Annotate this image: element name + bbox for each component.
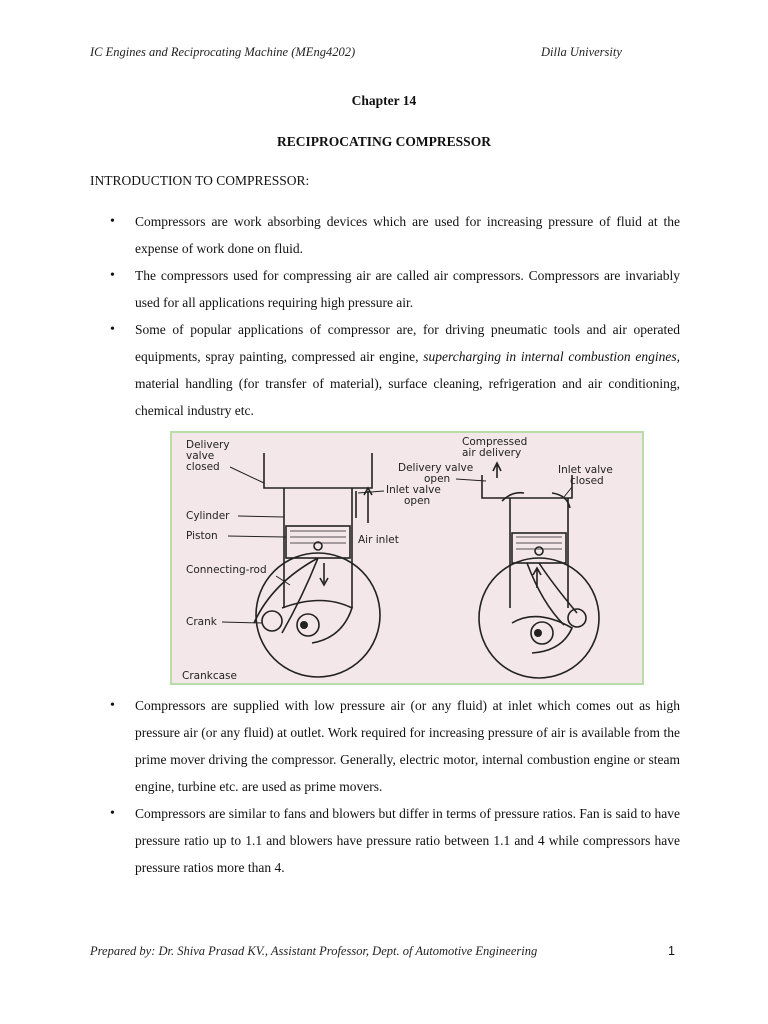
bullet-list-bottom bbox=[110, 692, 680, 881]
compressor-diagram-svg bbox=[172, 433, 642, 683]
section-title: RECIPROCATING COMPRESSOR bbox=[277, 134, 491, 149]
intro-heading: INTRODUCTION TO COMPRESSOR: bbox=[90, 173, 310, 188]
label-delivery-valve-closed-1: Delivery bbox=[186, 439, 230, 451]
label-cylinder: Cylinder bbox=[186, 510, 230, 522]
list-item-emphasis: supercharging in internal combustion engines, bbox=[423, 349, 680, 364]
left-air-inlet-arrow bbox=[364, 488, 372, 523]
chapter-heading: Chapter 14 bbox=[351, 93, 417, 108]
label-inlet-valve-open-2: open bbox=[404, 495, 431, 507]
header-university: Dilla University bbox=[541, 45, 622, 59]
list-item-text: material handling (for transfer of material), surface cleaning, refrigeration and air conditioning, chemical industry etc. bbox=[135, 376, 680, 418]
list-item-text: Compressors are work absorbing devices which are used for increasing pressure of fluid at the expense of work done on fluid. bbox=[135, 214, 680, 256]
label-delivery-valve-open-2: open bbox=[424, 473, 451, 485]
label-inlet-valve-closed-2: closed bbox=[570, 475, 604, 487]
bullet-list-top bbox=[110, 208, 680, 424]
right-piston-arrow bbox=[533, 568, 541, 588]
left-crank-pin bbox=[262, 611, 282, 631]
label-compressed-air-delivery-2: air delivery bbox=[462, 447, 522, 459]
left-crankcase bbox=[256, 553, 380, 677]
label-delivery-valve-closed-2: valve bbox=[186, 450, 215, 462]
left-cylinder-head bbox=[264, 463, 372, 488]
page-number: 1 bbox=[668, 944, 675, 958]
list-item-text: The compressors used for compressing air are called air compressors. Compressors are invariably used for all applications requiring high pressure air. bbox=[135, 268, 680, 310]
list-item bbox=[110, 316, 680, 424]
list-item-text: Compressors are supplied with low pressure air (or any fluid) at inlet which comes out as high pressure air (or any fluid) at outlet. Work required for increasing pressure of air is available from the prime mover driving the compressor. Generally, electric motor, internal combustion engine or steam engine, turbine etc. are used as prime movers. bbox=[135, 698, 680, 794]
right-crankcase bbox=[479, 558, 599, 678]
label-delivery-valve-closed-3: closed bbox=[186, 461, 220, 473]
left-crank-web bbox=[282, 601, 352, 644]
label-delivery-valve-open-1: Delivery valve bbox=[398, 462, 474, 474]
label-compressed-air-delivery-1: Compressed bbox=[462, 436, 528, 448]
label-inlet-valve-open-1: Inlet valve bbox=[386, 484, 441, 496]
right-gudgeon-pin bbox=[535, 547, 543, 555]
label-crankcase: Crankcase bbox=[182, 670, 237, 682]
list-item bbox=[110, 800, 680, 881]
right-delivery-arrow bbox=[493, 463, 501, 478]
list-item bbox=[110, 262, 680, 316]
right-crank-pin bbox=[568, 609, 586, 627]
header-course-title: IC Engines and Reciprocating Machine (MEng4202) bbox=[90, 45, 356, 59]
list-item-text: Compressors are similar to fans and blowers but differ in terms of pressure ratios. Fan is said to have pressure ratio up to 1.1 and blowers have pressure ratio between 1.1 and 4 while compressors have pressure ratios more than 4. bbox=[135, 806, 680, 875]
label-piston: Piston bbox=[186, 530, 218, 542]
list-item bbox=[110, 692, 680, 800]
label-air-inlet: Air inlet bbox=[358, 534, 399, 546]
right-flow-curve-left bbox=[502, 493, 524, 501]
list-item bbox=[110, 208, 680, 262]
footer-author: Prepared by: Dr. Shiva Prasad KV., Assistant Professor, Dept. of Automotive Engineering bbox=[90, 944, 538, 958]
label-inlet-valve-closed-1: Inlet valve bbox=[558, 464, 613, 476]
label-connecting-rod: Connecting-rod bbox=[186, 564, 267, 576]
list-item-text: Some of popular applications of compressor are, for driving pneumatic tools and air operated equipments, spray painting, compressed air engine, bbox=[135, 322, 680, 364]
label-crank: Crank bbox=[186, 616, 217, 628]
compressor-diagram bbox=[170, 431, 644, 685]
